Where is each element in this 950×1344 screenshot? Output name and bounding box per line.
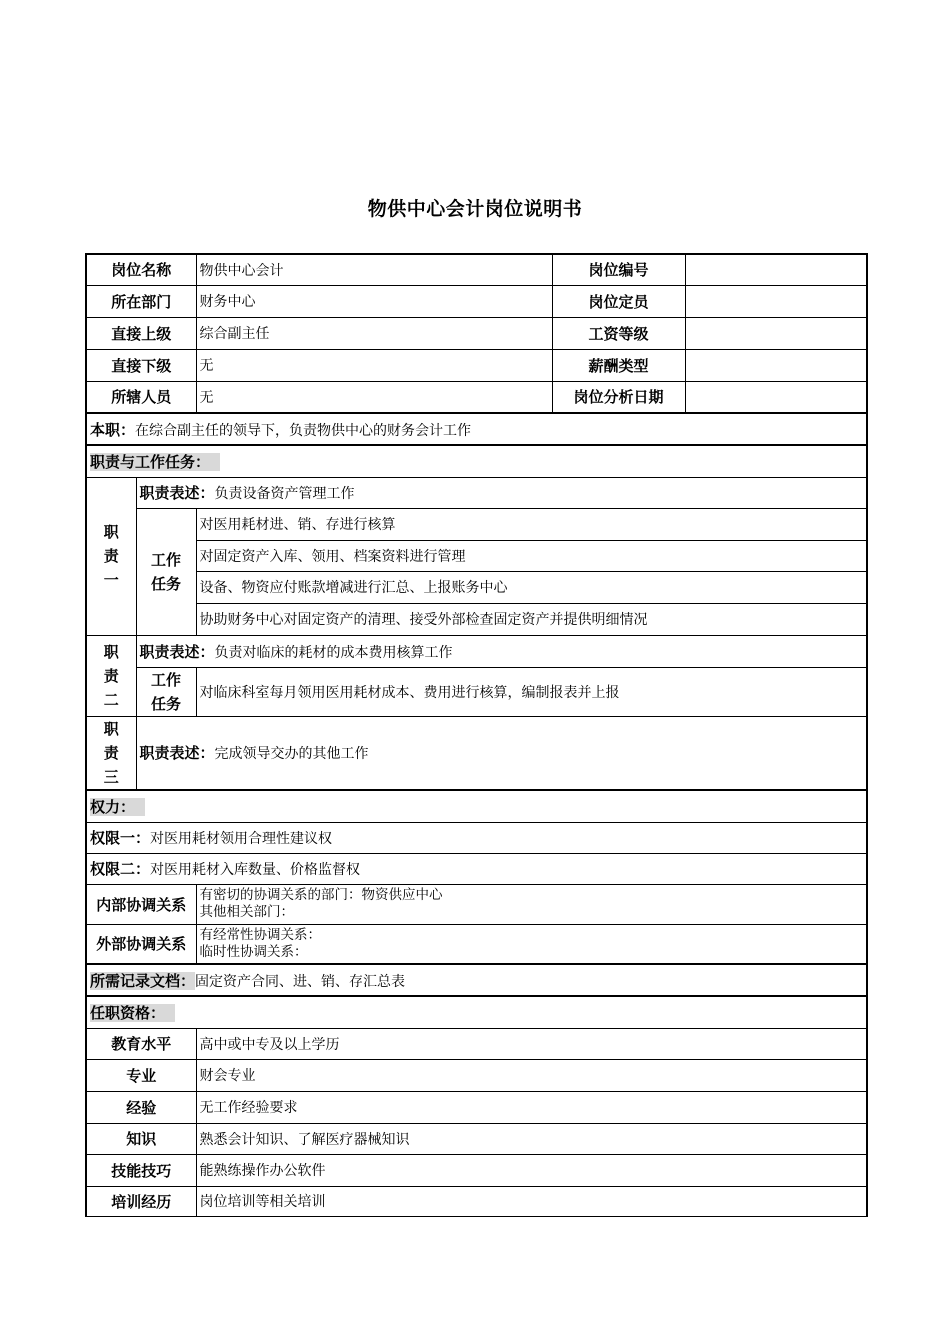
info-label: 岗位名称 (86, 254, 196, 285)
info-value (685, 381, 867, 413)
qualification-row (86, 1091, 867, 1123)
records-cell (86, 964, 867, 996)
page-title: 物供中心会计岗位说明书 (367, 198, 583, 220)
info-row (86, 317, 867, 349)
task-label: 工作 任务 (136, 508, 196, 635)
responsibilities-header: 职责与工作任务： (86, 445, 867, 477)
qualification-header: 任职资格： (86, 996, 867, 1028)
info-value: 无 (196, 349, 552, 381)
info-label: 工资等级 (552, 317, 685, 349)
task-item: 对医用耗材进、销、存进行核算 (196, 508, 867, 540)
qualification-value: 岗位培训等相关培训 (196, 1186, 867, 1216)
info-row (86, 381, 867, 413)
qualification-label: 教育水平 (86, 1028, 196, 1059)
task-row (86, 571, 867, 603)
qualification-label: 技能技巧 (86, 1154, 196, 1186)
responsibility-1-label: 职 责 一 (86, 477, 136, 635)
qualification-label: 经验 (86, 1091, 196, 1123)
section-row (86, 996, 867, 1028)
records-text: 固定资产合同、进、销、存汇总表 (195, 973, 406, 990)
qualification-label: 知识 (86, 1123, 196, 1154)
info-row (86, 254, 867, 285)
responsibility-3-desc: 职责表述：完成领导交办的其他工作 (136, 716, 867, 790)
job-description-table (85, 253, 868, 1217)
info-row (86, 285, 867, 317)
task-label: 工作 任务 (136, 667, 196, 716)
qualification-row (86, 1154, 867, 1186)
info-value: 无 (196, 381, 552, 413)
info-value (685, 285, 867, 317)
responsibility-2-label: 职 责 二 (86, 635, 136, 716)
internal-coordination-label: 内部协调关系 (86, 884, 196, 924)
authority-cell: 权限一：对医用耗材领用合理性建议权 (86, 822, 867, 853)
responsibility-row (86, 477, 867, 508)
section-row (86, 790, 867, 822)
authority-row (86, 853, 867, 884)
info-label: 直接上级 (86, 317, 196, 349)
responsibility-1-desc: 职责表述：负责设备资产管理工作 (136, 477, 867, 508)
responsibility-3-label: 职 责 三 (86, 716, 136, 790)
coordination-row (86, 924, 867, 964)
responsibility-row (86, 716, 867, 790)
task-row (86, 508, 867, 540)
external-coordination-label: 外部协调关系 (86, 924, 196, 964)
qualification-row (86, 1123, 867, 1154)
qualification-value: 无工作经验要求 (196, 1091, 867, 1123)
task-item: 协助财务中心对固定资产的清理、接受外部检查固定资产并提供明细情况 (196, 603, 867, 635)
info-value: 财务中心 (196, 285, 552, 317)
task-row (86, 667, 867, 716)
qualification-label: 培训经历 (86, 1186, 196, 1216)
section-row (86, 445, 867, 477)
task-item: 对临床科室每月领用医用耗材成本、费用进行核算，编制报表并上报 (196, 667, 867, 716)
info-label: 所在部门 (86, 285, 196, 317)
info-value (685, 349, 867, 381)
info-value: 物供中心会计 (196, 254, 552, 285)
task-row (86, 603, 867, 635)
qualification-row (86, 1028, 867, 1059)
duty-cell (86, 413, 867, 445)
task-item: 设备、物资应付账款增减进行汇总、上报账务中心 (196, 571, 867, 603)
records-label: 所需记录文档： (90, 971, 196, 990)
authority-row (86, 822, 867, 853)
info-label: 直接下级 (86, 349, 196, 381)
qualification-label: 专业 (86, 1059, 196, 1091)
duty-label: 本职： (90, 420, 136, 439)
duty-text: 在综合副主任的领导下，负责物供中心的财务会计工作 (135, 422, 472, 439)
info-row (86, 349, 867, 381)
authority-header: 权力： (86, 790, 867, 822)
task-row (86, 540, 867, 571)
qualification-value: 高中或中专及以上学历 (196, 1028, 867, 1059)
info-label: 薪酬类型 (552, 349, 685, 381)
info-label: 岗位分析日期 (552, 381, 685, 413)
info-value: 综合副主任 (196, 317, 552, 349)
info-label: 岗位编号 (552, 254, 685, 285)
authority-cell: 权限二：对医用耗材入库数量、价格监督权 (86, 853, 867, 884)
qualification-value: 财会专业 (196, 1059, 867, 1091)
info-label: 所辖人员 (86, 381, 196, 413)
info-value (685, 317, 867, 349)
task-item: 对固定资产入库、领用、档案资料进行管理 (196, 540, 867, 571)
responsibility-row (86, 635, 867, 667)
duty-row (86, 413, 867, 445)
records-row (86, 964, 867, 996)
internal-coordination-value: 有密切的协调关系的部门：物资供应中心 其他相关部门： (196, 884, 867, 924)
qualification-row (86, 1186, 867, 1216)
info-value (685, 254, 867, 285)
responsibility-2-desc: 职责表述：负责对临床的耗材的成本费用核算工作 (136, 635, 867, 667)
info-label: 岗位定员 (552, 285, 685, 317)
coordination-row (86, 884, 867, 924)
qualification-value: 熟悉会计知识、了解医疗器械知识 (196, 1123, 867, 1154)
qualification-value: 能熟练操作办公软件 (196, 1154, 867, 1186)
external-coordination-value: 有经常性协调关系： 临时性协调关系： (196, 924, 867, 964)
qualification-row (86, 1059, 867, 1091)
